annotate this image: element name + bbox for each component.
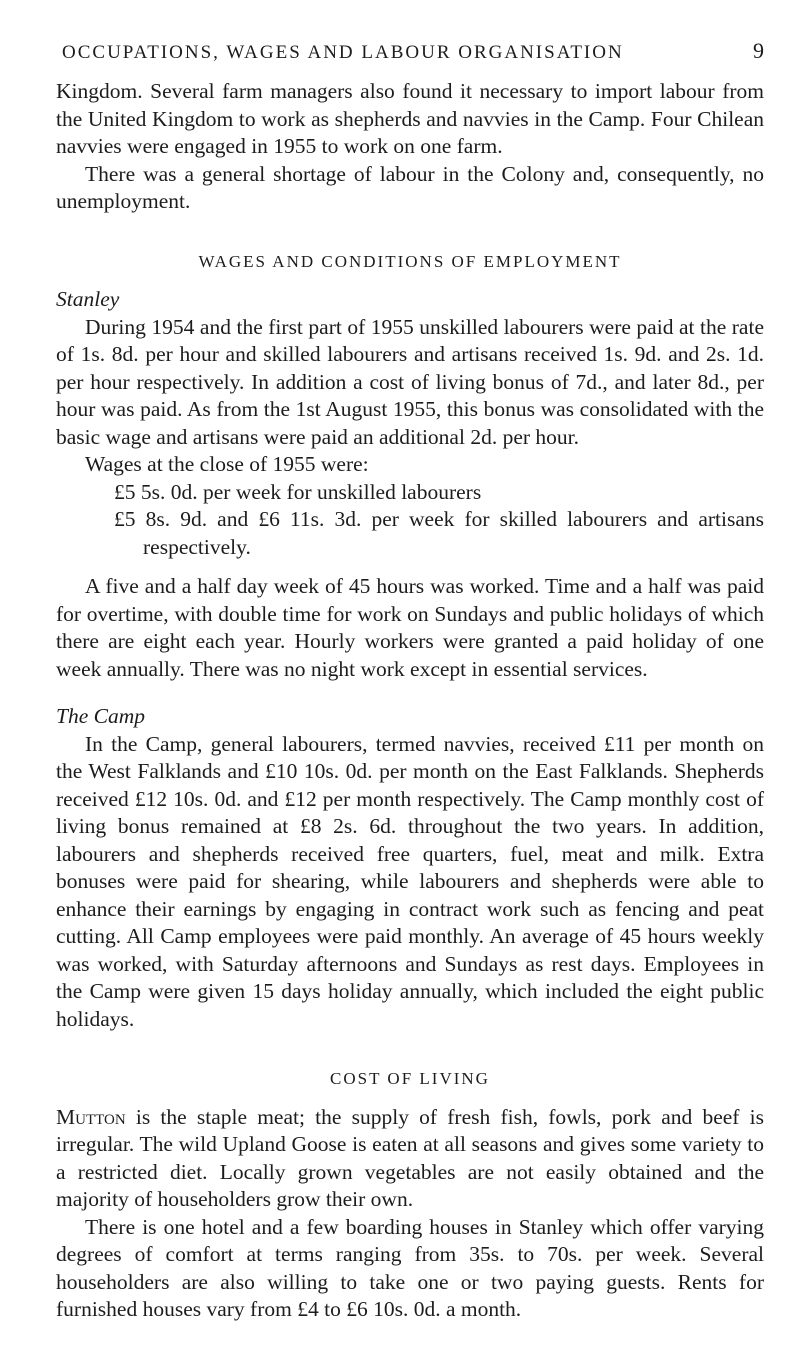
wages-section-heading: WAGES AND CONDITIONS OF EMPLOYMENT (198, 251, 622, 271)
page-number: 9 (753, 38, 764, 63)
document-page (56, 38, 764, 1324)
camp-wages-paragraph: In the Camp, general labourers, termed navvies, received £11 per month on the West Falklands and £10 10s. 0d. per month on the East Falklands. Shepherds received £12 10s. 0d. and £12 per month respectively. The Camp monthly cost of living bonus remained at £8 2s. 6d. throughout the two years. In addition, labourers and shepherds received free quarters, fuel, meat and milk. Extra bonuses were paid for shearing, while labourers and shepherds were able to enhance their earnings by engaging in contract work such as fencing and peat cutting. All Camp employees were paid monthly. An average of 45 hours weekly was worked, with Saturday afternoons and Sundays as rest days. Employees in the Camp were given 15 days holiday annually, which included the eight public holidays. (56, 731, 764, 1031)
wage-line-skilled: £5 8s. 9d. and £6 11s. 3d. per week for skilled labourers and artisans respectively. (114, 507, 764, 559)
stanley-subheading: Stanley (56, 287, 120, 311)
hotel-rents-paragraph: There is one hotel and a few boarding houses in Stanley which offer varying degrees of comfort at terms ranging from 35s. to 70s. per week. Several householders are also willing to take one or two paying guests. Rents for furnished houses vary from £4 to £6 10s. 0d. a month. (56, 1214, 764, 1321)
camp-subheading: The Camp (56, 704, 145, 728)
running-header (56, 38, 764, 64)
mutton-paragraph (56, 1104, 764, 1214)
mutton-lead-word: Mutton (56, 1104, 126, 1129)
working-hours-paragraph: A five and a half day week of 45 hours was worked. Time and a half was paid for overtime, with double time for work on Sundays and public holidays of which there are eight each year. Hourly workers were granted a paid holiday of one week annually. There was no night work except in essential services. (56, 574, 764, 681)
cost-of-living-heading: COST OF LIVING (330, 1069, 490, 1088)
stanley-rates-paragraph: During 1954 and the first part of 1955 unskilled labourers were paid at the rate of 1s. 8d. per hour and skilled labourers and artisans received 1s. 9d. and 2s. 1d. per hour respectively. In addition a cost of living bonus of 7d., and later 8d., per hour was paid. As from the 1st August 1955, this bonus was consolidated with the basic wage and artisans were paid an additional 2d. per hour. (56, 314, 764, 449)
running-title: OCCUPATIONS, WAGES AND LABOUR ORGANISATION (62, 42, 624, 63)
wages-close-paragraph: Wages at the close of 1955 were: (85, 452, 369, 476)
mutton-paragraph-text: is the staple meat; the supply of fresh fish, fowls, pork and beef is irregular. The wild Upland Goose is eaten at all seasons and gives some variety to a restricted diet. Locally grown vegetables are not easily obtained and the majority of householders grow their own. (56, 1104, 764, 1211)
wage-line-unskilled: £5 5s. 0d. per week for unskilled labourers (114, 479, 482, 504)
labour-shortage-paragraph: There was a general shortage of labour in the Colony and, consequently, no unemployment. (56, 161, 764, 213)
body-text (56, 78, 764, 1324)
intro-paragraph: Kingdom. Several farm managers also found it necessary to import labour from the United Kingdom to work as shepherds and navvies in the Camp. Four Chilean navvies were engaged in 1955 to work on one farm. (56, 79, 764, 158)
